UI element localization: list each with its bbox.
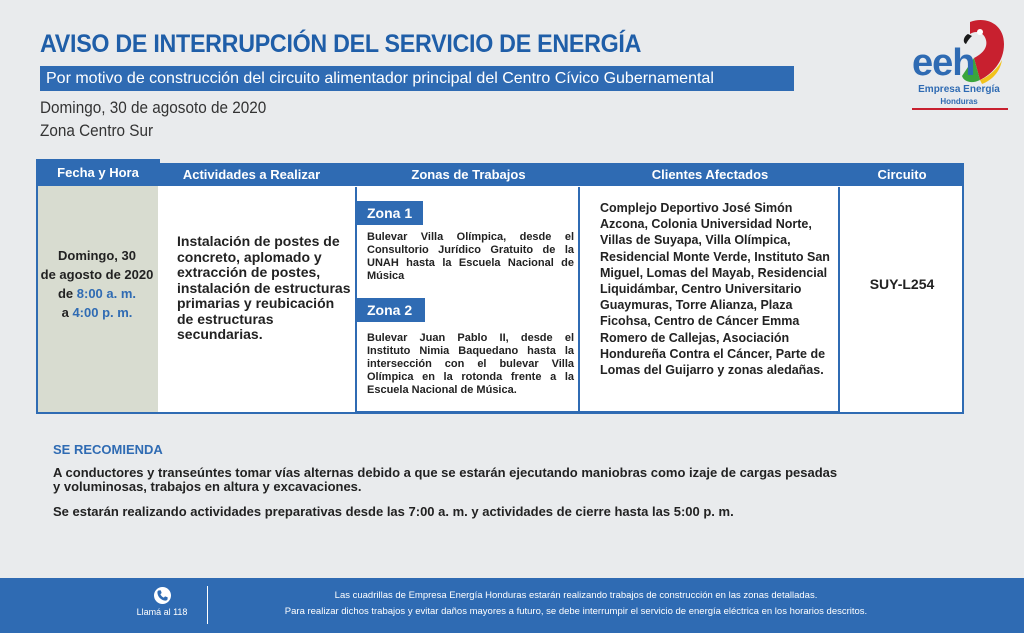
page-title: AVISO DE INTERRUPCIÓN DEL SERVICIO DE ENERGÍA <box>40 30 642 58</box>
zone-2-text: Bulevar Juan Pablo II, desde el Instituto Nimia Baquedano hasta la intersección con el bulevar Villa Olímpica en la rotonda frente a la Escuela Nacional de Música. <box>367 332 574 396</box>
date-cell-text: Domingo, 30 de agosto de 2020 de 8:00 a. m. a 4:00 p. m. <box>40 248 154 320</box>
zone-1-label: Zona 1 <box>357 201 423 225</box>
footer-divider <box>207 586 208 624</box>
logo-wordmark: eeh <box>912 42 975 84</box>
logo-underline <box>912 108 1008 110</box>
activities-cell: Instalación de postes de concreto, aplomado y extracción de postes, instalación de estructuras primarias y reubicación de estructuras secundarias. <box>177 233 351 342</box>
recommendation-title: SE RECOMIENDA <box>53 442 163 457</box>
notice-date: Domingo, 30 de agosoto de 2020 <box>40 98 267 117</box>
header-date: Fecha y Hora <box>57 165 139 180</box>
header-date-cell <box>36 159 160 187</box>
logo-company-name: Empresa Energía <box>918 84 1000 95</box>
recommendation-text-1: A conductores y transeúntes tomar vías alternas debido a que se estarán ejecutando maniobras como izaje de cargas pesadas y voluminosas, trabajos en altura y excavaciones. <box>53 465 838 494</box>
logo-country: Honduras <box>940 97 978 106</box>
notice-zone: Zona Centro Sur <box>40 121 154 140</box>
zone-2-label: Zona 2 <box>357 298 425 322</box>
footer-text-1: Las cuadrillas de Empresa Energía Honduras estarán realizando trabajos de construcción en las zonas detalladas. <box>334 590 818 601</box>
zone-1-text: Bulevar Villa Olímpica, desde el Consultorio Jurídico Gratuito de la UNAH hasta la Escuela Nacional de Música <box>367 231 574 282</box>
header-clients: Clientes Afectados <box>651 167 769 182</box>
circuit-cell: SUY-L254 <box>869 276 935 292</box>
phone-icon[interactable] <box>154 587 171 604</box>
header-activities: Actividades a Realizar <box>182 167 321 182</box>
table-header-row <box>36 163 964 186</box>
call-number[interactable]: Llamá al 118 <box>136 607 188 617</box>
subtitle-banner: Por motivo de construcción del circuito alimentador principal del Centro Cívico Gubernamental <box>40 66 794 91</box>
recommendation-text-2: Se estarán realizando actividades preparativas desde las 7:00 a. m. y actividades de cierre hasta las 5:00 p. m. <box>53 504 734 519</box>
header-circuit: Circuito <box>877 167 927 182</box>
header-zones: Zonas de Trabajos <box>411 167 526 182</box>
footer-text-2: Para realizar dichos trabajos y evitar daños mayores a futuro, se debe interrumpir el servicio de energía eléctrica en los horarios descritos. <box>284 606 868 617</box>
clients-text: Complejo Deportivo José Simón Azcona, Colonia Universidad Norte, Villas de Suyapa, Villa Olímpica, Residencial Monte Verde, Instituto San Miguel, Lomas del Mayab, Residencial Liquidámbar, Centro Universitario Guaymuras, Torre Alianza, Plaza Ficohsa, Centro de Cáncer Emma Romero de Callejas, Asociación Hondureña Contra el Cáncer, Parte de Lomas del Guijarro y zonas aledañas. <box>600 201 830 378</box>
